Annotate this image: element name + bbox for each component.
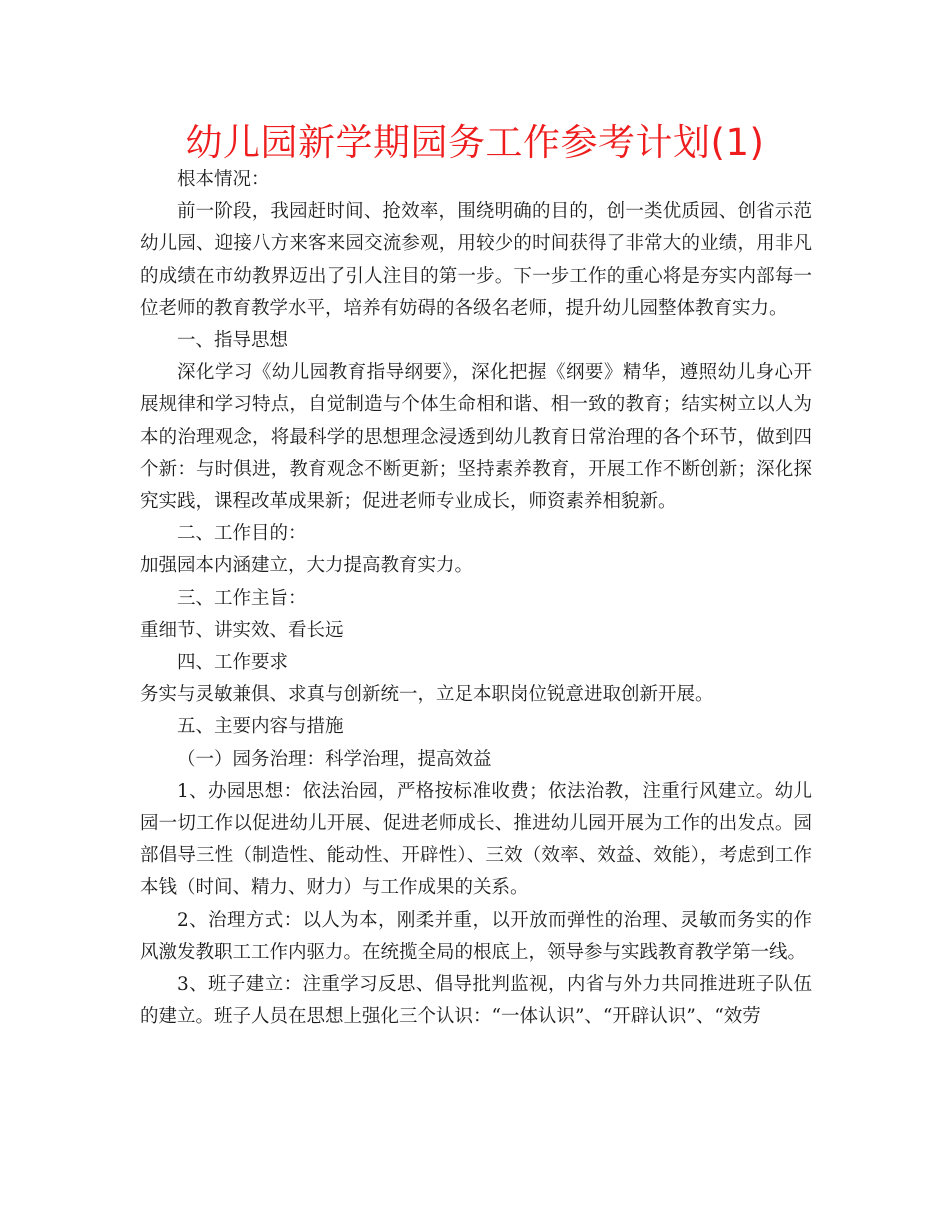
section-heading-work-requirements: 四、工作要求 [177,652,289,674]
paragraph-work-requirements: 务实与灵敏兼俱、求真与创新统一，立足本职岗位锐意进取创新开展。 [140,684,714,706]
document-title: 幼儿园新学期园务工作参考计划(1) [185,121,765,164]
paragraph-work-goal: 加强园本内涵建立，大力提高教育实力。 [140,555,474,577]
paragraph-item-3: 3、班子建立：注重学习反思、倡导批判监视，内省与外力共同推进班子队伍的建立。班子人员在思想上强化三个认识：“一体认识”、“开辟认识”、“效劳 [140,974,812,1028]
paragraph-basic-situation-heading: 根本情况： [177,169,270,190]
section-heading-work-goal: 二、工作目的： [177,523,307,545]
section-heading-main-content: 五、主要内容与措施 [177,716,344,738]
section-heading-guiding-thought: 一、指导思想 [177,330,289,352]
paragraph-item-1: 1、办园思想：依法治园，严格按标准收费；依法治教，注重行风建立。幼儿园一切工作以促进幼儿开展、促进老师成长、推进幼儿园开展为工作的出发点。园部倡导三性（制造性、能动性、开辟性）、三效（效率、效益、效能），考虑到工作本钱（时间、精力、财力）与工作成果的关系。 [140,780,812,899]
document-body [140,164,812,1033]
section-heading-work-purpose: 三、工作主旨： [177,587,307,609]
paragraph-work-purpose: 重细节、讲实效、看长远 [140,619,344,641]
subsection-heading-garden-management: （一）园务治理：科学治理，提高效益 [177,748,492,770]
paragraph-guiding-thought: 深化学习《幼儿园教育指导纲要》，深化把握《纲要》精华，遵照幼儿身心开展规律和学习特点，自觉制造与个体生命相和谐、相一致的教育；结实树立以人为本的治理观念，将最科学的思想理念浸透到幼儿教育日常治理的各个环节，做到四个新：与时俱进，教育观念不断更新；坚持素养教育，开展工作不断创新；深化探究实践，课程改革成果新；促进老师专业成长，师资素养相貌新。 [140,362,812,513]
paragraph-basic-situation: 前一阶段，我园赶时间、抢效率，围绕明确的目的，创一类优质园、创省示范幼儿园、迎接八方来客来园交流参观，用较少的时间获得了非常大的业绩，用非凡的成绩在市幼教界迈出了引人注目的第一步。下一步工作的重心将是夯实内部每一位老师的教育教学水平，培养有妨碍的各级名老师，提升幼儿园整体教育实力。 [140,201,812,319]
paragraph-item-2: 2、治理方式：以人为本，刚柔并重，以开放而弹性的治理、灵敏而务实的作风激发教职工工作内驱力。在统揽全局的根底上，领导参与实践教育教学第一线。 [140,909,812,963]
